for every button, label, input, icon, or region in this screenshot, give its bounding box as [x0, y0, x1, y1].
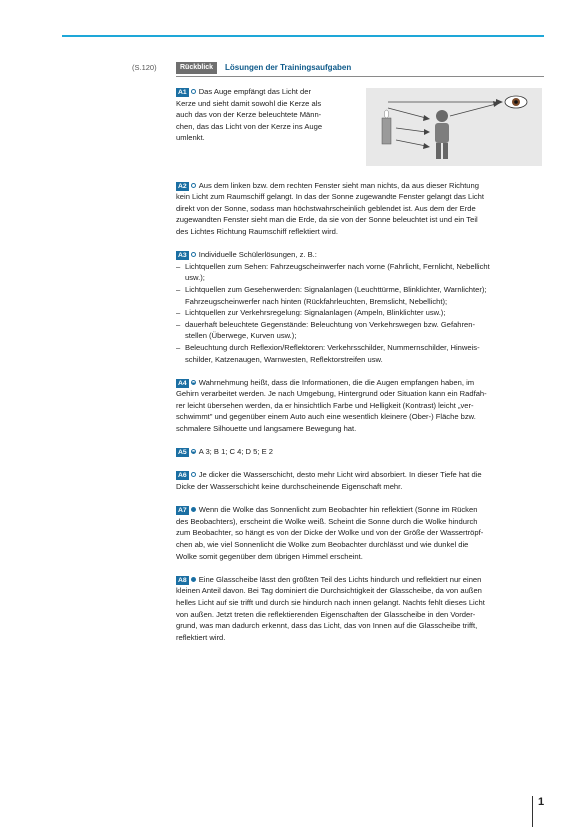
page-reference: (S.120): [132, 63, 157, 72]
list-item: – Lichtquellen zum Gesehenwerden: Signalanlagen (Leuchttürme, Blinklichter, Warnlichter); Fahrzeugscheinwerfer nach hinten (Rückfahrleuchten, Bremslicht, Nebellicht);: [176, 284, 538, 307]
solutions-content: [176, 86, 538, 655]
task-a5-line: A5 A 3; B 1; C 4; D 5; E 2: [178, 447, 273, 457]
task-a3: [176, 249, 538, 365]
difficulty-open-icon: [191, 252, 196, 257]
task-a8-line: helles Licht auf sie trifft und durch sie hindurch nach innen gelangt. Nachts fehlt dieses Licht: [176, 597, 485, 607]
list-item: – Lichtquellen zum Sehen: Fahrzeugscheinwerfer nach vorne (Fahrlicht, Fernlicht, Nebellicht usw.);: [176, 261, 538, 284]
task-a3-list: [176, 261, 538, 365]
task-badge: A8: [178, 576, 187, 584]
task-a1-line: auch das von der Kerze beleuchtete Männ-: [176, 110, 322, 120]
task-a7-line: des Beobachters), erscheint die Wolke weiß. Scheint die Sonne durch die Wolke hindurch: [176, 516, 478, 526]
task-a1-line: umlenkt.: [176, 133, 205, 143]
task-a6-line: Dicke der Wasserschicht keine durchscheinende Eigenschaft mehr.: [176, 482, 403, 492]
task-a7-line: A7 Wenn die Wolke das Sonnenlicht zum Beobachter hin reflektiert (Sonne im Rücken: [178, 505, 478, 515]
task-a2-line: des Lichtes Richtung Raumschiff reflektiert wird.: [176, 226, 338, 236]
page-number-rule: [532, 796, 533, 827]
task-a1-line: A1 Das Auge empfängt das Licht der: [178, 87, 311, 96]
page-number: 1: [538, 796, 545, 808]
task-badge: A4: [178, 379, 187, 387]
section-tag: Rückblick: [176, 62, 217, 74]
difficulty-full-icon: [191, 507, 196, 512]
section-header: [176, 60, 544, 77]
task-a2: [176, 180, 538, 238]
task-a4-line: schmalere Silhouette und langsamere Bewegung hat.: [176, 424, 357, 434]
task-a1: [176, 86, 538, 168]
task-a4-line: Gehirn verarbeitet werden. Je nach Umgebung, Hintergrund oder Situation kann ein Radfah-: [176, 389, 487, 399]
task-a6-line: A6 Je dicker die Wasserschicht, desto mehr Licht wird absorbiert. In dieser Tiefe hat die: [178, 470, 482, 480]
difficulty-open-icon: [191, 472, 196, 477]
task-a8-line: reflektiert wird.: [176, 632, 226, 642]
task-badge: A6: [178, 472, 187, 480]
task-a3-intro: A3 Individuelle Schülerlösungen, z. B.:: [178, 250, 317, 260]
candle-eye-figure: [366, 88, 542, 166]
task-a4-line: schwimmt" und gegenüber einem Auto auch eine wesentlich kleinere (Ober-) Fläche bzw.: [176, 412, 476, 422]
task-badge: A2: [178, 182, 187, 190]
task-a1-line: chen, das das Licht von der Kerze ins Auge: [176, 121, 323, 131]
task-a2-line: A2 Aus dem linken bzw. dem rechten Fenster sieht man nichts, da aus dieser Richtung: [178, 180, 479, 190]
list-item: – dauerhaft beleuchtete Gegenstände: Beleuchtung von Verkehrswegen bzw. Gefahren- stellen (Überwege, Kurven usw.);: [176, 319, 538, 342]
task-a6: [176, 469, 538, 492]
candle-eye-illustration: [366, 88, 542, 166]
task-a4-line: A4 Wahrnehmung heißt, dass die Informationen, die die Augen empfangen haben, im: [178, 377, 475, 387]
task-a8-line: kleinen Anteil davon. Bei Tag dominiert die Durchsichtigkeit der Glasscheibe, da von außen: [176, 586, 482, 596]
task-a2-line: direkt von der Sonne, sodass man höchstwahrscheinlich geblendet ist. Aus dem der Erde: [176, 203, 476, 213]
difficulty-half-icon: [191, 449, 196, 454]
top-rule: [62, 35, 544, 37]
task-a1-line: Kerze und sieht damit sowohl die Kerze als: [176, 98, 322, 108]
list-item: – Beleuchtung durch Reflexion/Reflektoren: Verkehrsschilder, Nummernschilder, Hinweis- schilder, Katzenaugen, Warnwesten, Reflektorstreifen usw.: [176, 342, 538, 365]
task-a5: [176, 446, 538, 458]
task-a8-line: von außen. Jetzt treten die reflektierenden Eigenschaften der Glasscheibe in den Vorder-: [176, 609, 476, 619]
task-badge: A3: [178, 252, 187, 260]
list-item: – Lichtquellen zur Verkehrsregelung: Signalanlagen (Ampeln, Blinklichter usw.);: [176, 307, 538, 319]
task-badge: A1: [178, 89, 187, 96]
task-a8: [176, 574, 538, 644]
task-a8-line: grund, was man dadurch erkennt, dass das Licht, das von Innen auf die Glasscheibe trifft,: [176, 621, 478, 631]
task-a8-line: A8 Eine Glasscheibe lässt den größten Teil des Lichts hindurch und reflektiert nur einen: [178, 574, 482, 584]
task-a7-line: zum Beobachter, so hängt es von der Dicke der Wolke und von der Größe der Wassertröpf-: [176, 528, 484, 538]
task-badge: A7: [178, 507, 187, 515]
difficulty-open-icon: [191, 89, 196, 94]
task-a4: [176, 377, 538, 435]
difficulty-full-icon: [191, 577, 196, 582]
task-a7-line: Wolke somit gegenüber dem übrigen Himmel erscheint.: [176, 551, 363, 561]
task-badge: A5: [178, 449, 187, 457]
task-a2-line: zugewandten Fenster sieht man die Erde, da sie von der Sonne beleuchtet ist und ein Teil: [176, 215, 478, 225]
section-title: Lösungen der Trainingsaufgaben: [225, 63, 352, 72]
task-a7: [176, 504, 538, 562]
task-a2-line: kein Licht zum Raumschiff gelangt. In das der Sonne zugewandte Fenster gelangt das Licht: [176, 192, 485, 202]
task-a4-line: rer leicht übersehen werden, da er hinsichtlich Farbe und Helligkeit (Kontrast) leicht „ver-: [176, 400, 474, 410]
difficulty-half-icon: [191, 380, 196, 385]
task-a7-line: chen ab, wie viel Sonnenlicht die Wolke zum Beobachter durchlässt und wie dunkel die: [176, 540, 469, 549]
difficulty-open-icon: [191, 183, 196, 188]
